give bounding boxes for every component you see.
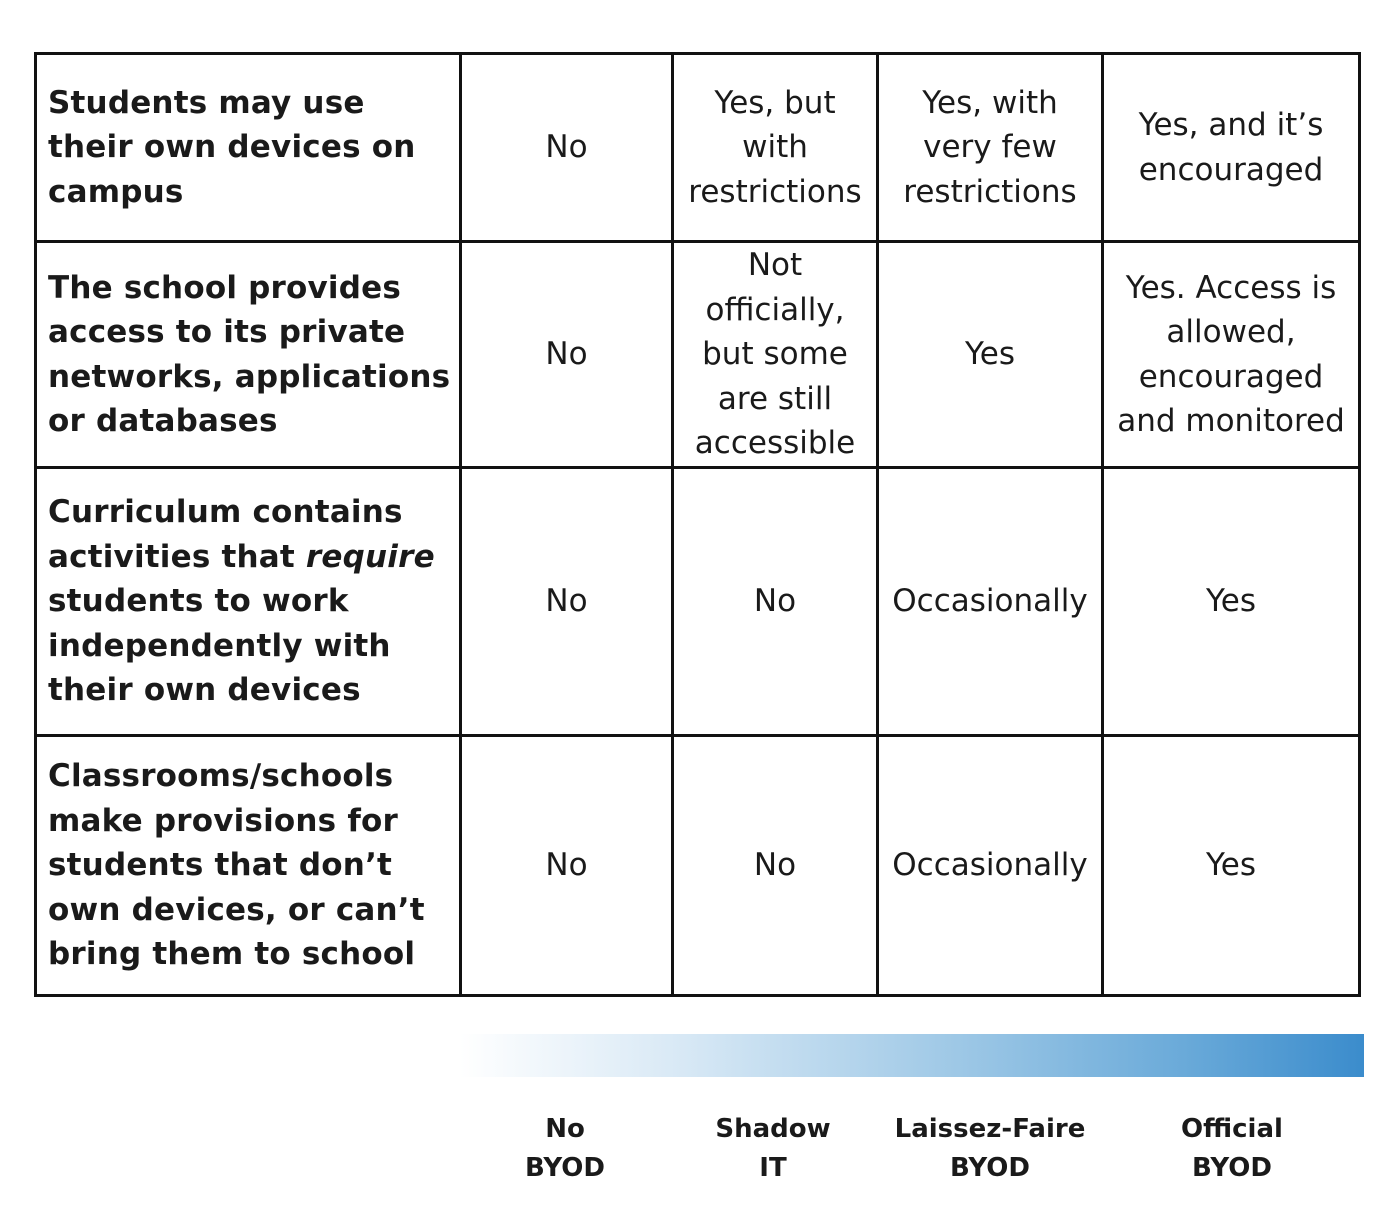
table-row [36, 242, 1360, 468]
answer-cell-shadow-it: Yes, but with restrictions [673, 54, 878, 242]
scale-label-laissez-faire [880, 1110, 1100, 1188]
answer-cell-shadow-it: Not officially, but some are still accessible [673, 242, 878, 468]
answer-cell-no-byod: No [461, 736, 673, 996]
answer-cell-no-byod: No [461, 468, 673, 736]
answer-cell-laissez-faire: Occasionally [878, 736, 1103, 996]
scale-label-line: No [545, 1114, 585, 1144]
answer-cell-official: Yes [1103, 468, 1360, 736]
table-row [36, 736, 1360, 996]
scale-label-no-byod [455, 1110, 675, 1188]
scale-label-line: BYOD [950, 1153, 1030, 1183]
criterion-text: Curriculum contains activities that [48, 494, 403, 575]
table-row [36, 468, 1360, 736]
criterion-cell: Students may use their own devices on campus [36, 54, 461, 242]
scale-label-line: Laissez-Faire [894, 1114, 1086, 1144]
byod-comparison-table [34, 52, 1361, 997]
scale-label-line: BYOD [525, 1153, 605, 1183]
answer-cell-no-byod: No [461, 242, 673, 468]
scale-label-line: BYOD [1192, 1153, 1272, 1183]
answer-cell-shadow-it: No [673, 736, 878, 996]
scale-label-line: Shadow [715, 1114, 831, 1144]
answer-cell-official: Yes [1103, 736, 1360, 996]
scale-label-official-byod [1122, 1110, 1342, 1188]
answer-cell-laissez-faire: Yes, with very few restrictions [878, 54, 1103, 242]
answer-cell-laissez-faire: Yes [878, 242, 1103, 468]
scale-label-shadow-it [663, 1110, 883, 1188]
table-row [36, 54, 1360, 242]
byod-spectrum-gradient-bar [460, 1034, 1364, 1077]
answer-cell-no-byod: No [461, 54, 673, 242]
scale-label-line: IT [759, 1153, 787, 1183]
answer-cell-official: Yes. Access is allowed, encouraged and monitored [1103, 242, 1360, 468]
criterion-cell: Classrooms/schools make provisions for students that don’t own devices, or can’t bring them to school [36, 736, 461, 996]
answer-cell-laissez-faire: Occasionally [878, 468, 1103, 736]
criterion-cell [36, 468, 461, 736]
answer-cell-official: Yes, and it’s encouraged [1103, 54, 1360, 242]
criterion-text: students to work independently with their own devices [48, 583, 391, 709]
scale-label-line: Official [1181, 1114, 1283, 1144]
answer-cell-shadow-it: No [673, 468, 878, 736]
criterion-cell: The school provides access to its private networks, applications or databases [36, 242, 461, 468]
criterion-emphasis: require [305, 538, 435, 575]
